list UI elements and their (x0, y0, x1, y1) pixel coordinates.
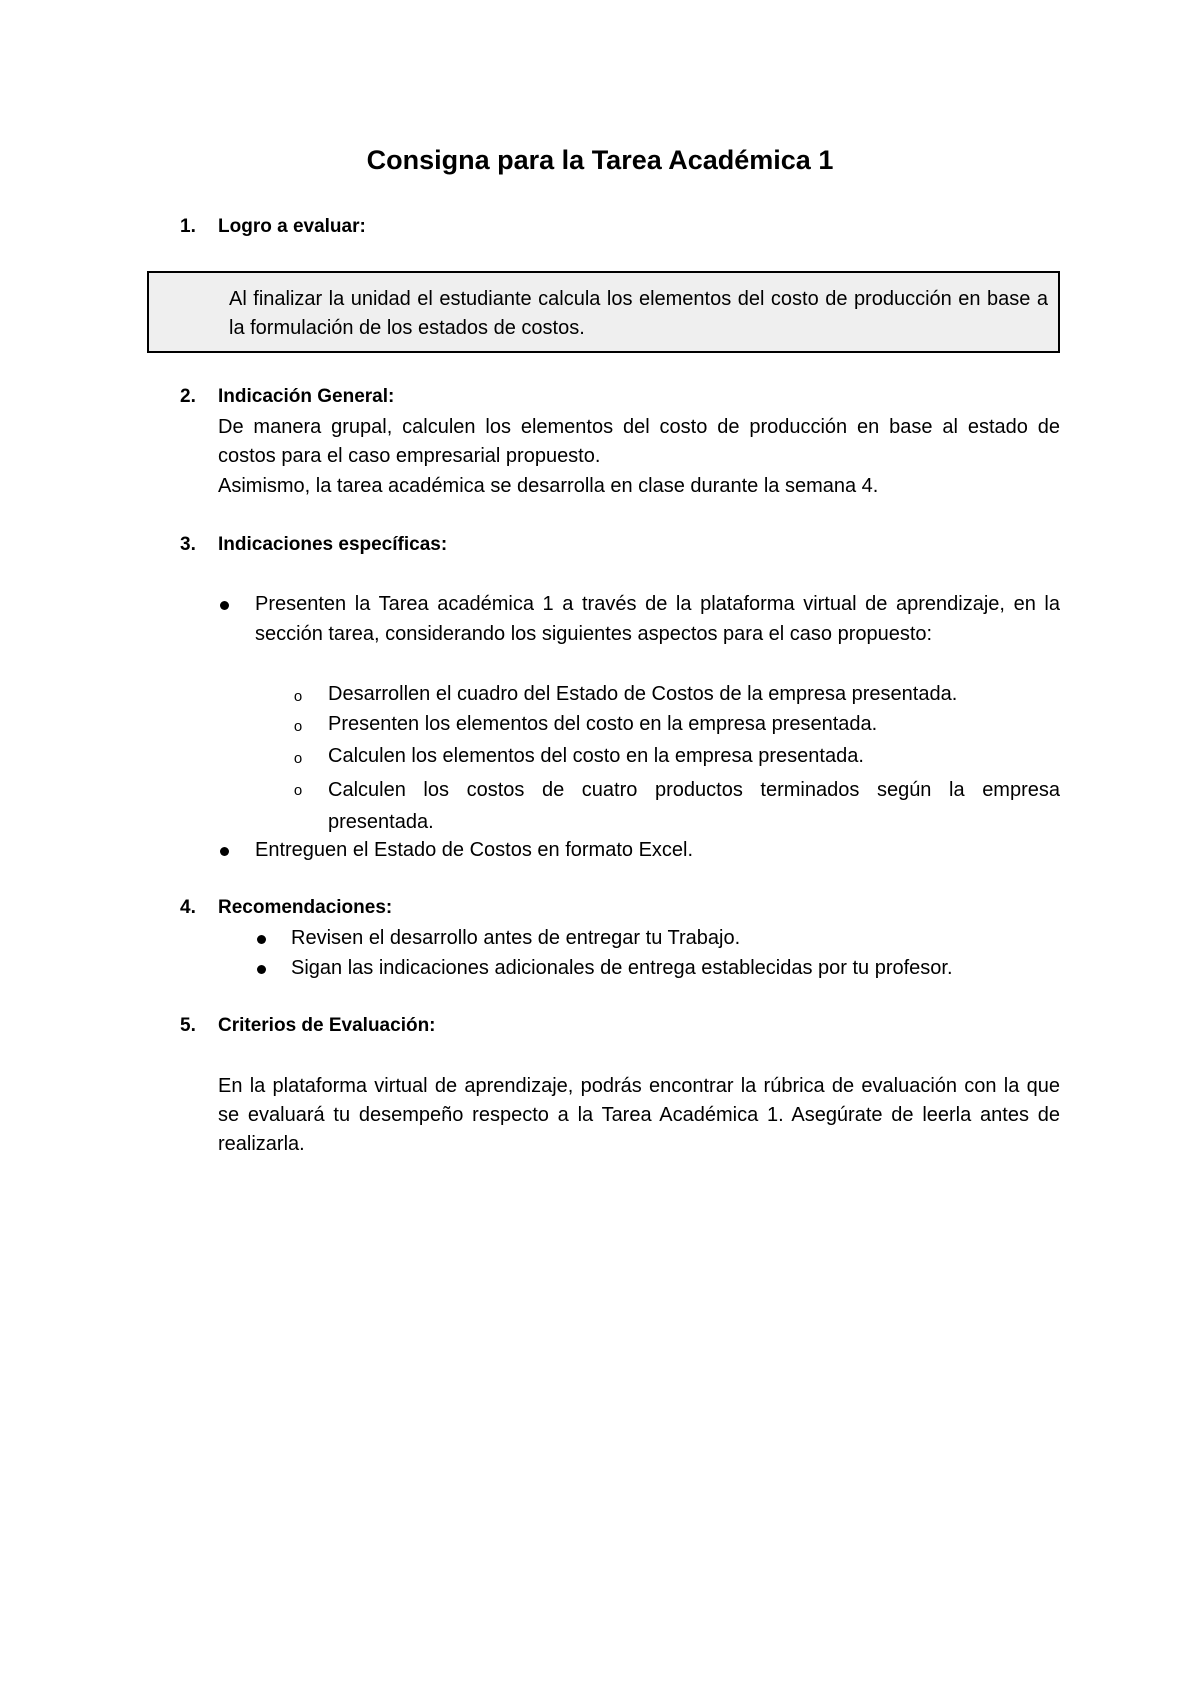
recommendation-bullet-2: Sigan las indicaciones adicionales de entrega establecidas por tu profesor. (291, 957, 953, 979)
section-3-title: Indicaciones específicas: (218, 534, 448, 555)
section-5-heading (180, 1013, 436, 1039)
section-1-title: Logro a evaluar: (218, 216, 366, 237)
section-4-number: 4. (180, 897, 196, 918)
recommendation-bullet-1: Revisen el desarrollo antes de entregar tu Trabajo. (291, 927, 741, 949)
section-4-title: Recomendaciones: (218, 897, 393, 918)
section-4-heading (180, 895, 392, 921)
section-1-number: 1. (180, 216, 196, 237)
bullet-icon (220, 847, 229, 856)
general-indication-schedule: Asimismo, la tarea académica se desarrolla en clase durante la semana 4. (218, 475, 879, 497)
section-5-number: 5. (180, 1015, 196, 1036)
section-2-title: Indicación General: (218, 386, 395, 407)
sub-bullet-3: Calculen los elementos del costo en la empresa presentada. (328, 745, 864, 767)
specific-indication-bullet-2: Entreguen el Estado de Costos en formato Excel. (255, 839, 694, 861)
sub-bullet-2: Presenten los elementos del costo en la empresa presentada. (328, 713, 878, 735)
sub-bullet-icon: o (293, 718, 303, 735)
sub-bullet-icon: o (293, 782, 303, 799)
section-2-heading (180, 384, 394, 410)
section-2-number: 2. (180, 386, 196, 407)
document-title: Consigna para la Tarea Académica 1 (366, 145, 834, 175)
achievement-box: Al finalizar la unidad el estudiante calcula los elementos del costo de producción en base a la formulación de los estados de costos. (147, 271, 1060, 353)
section-1-heading (180, 214, 366, 240)
bullet-icon (220, 601, 229, 610)
evaluation-criteria-paragraph: En la plataforma virtual de aprendizaje, podrás encontrar la rúbrica de evaluación con la que se evaluará tu desempeño respecto a la Tarea Académica 1. Asegúrate de leerla antes de realizarla. (218, 1075, 1060, 1155)
specific-indication-bullet-1: Presenten la Tarea académica 1 a través de la plataforma virtual de aprendizaje, en la sección tarea, considerando los siguientes aspectos para el caso propuesto: (255, 593, 1060, 645)
sub-bullet-4: Calculen los costos de cuatro productos terminados según la empresa presentada. (328, 779, 1060, 833)
section-5-title: Criterios de Evaluación: (218, 1015, 436, 1036)
general-indication-paragraph: De manera grupal, calculen los elementos del costo de producción en base al estado de costos para el caso empresarial propuesto. (218, 416, 1060, 467)
sub-bullet-icon: o (293, 750, 303, 767)
sub-bullet-icon: o (293, 688, 303, 705)
sub-bullet-1: Desarrollen el cuadro del Estado de Costos de la empresa presentada. (328, 683, 958, 705)
section-3-number: 3. (180, 534, 196, 555)
bullet-icon (257, 935, 266, 944)
bullet-icon (257, 965, 266, 974)
section-3-heading (180, 532, 447, 558)
